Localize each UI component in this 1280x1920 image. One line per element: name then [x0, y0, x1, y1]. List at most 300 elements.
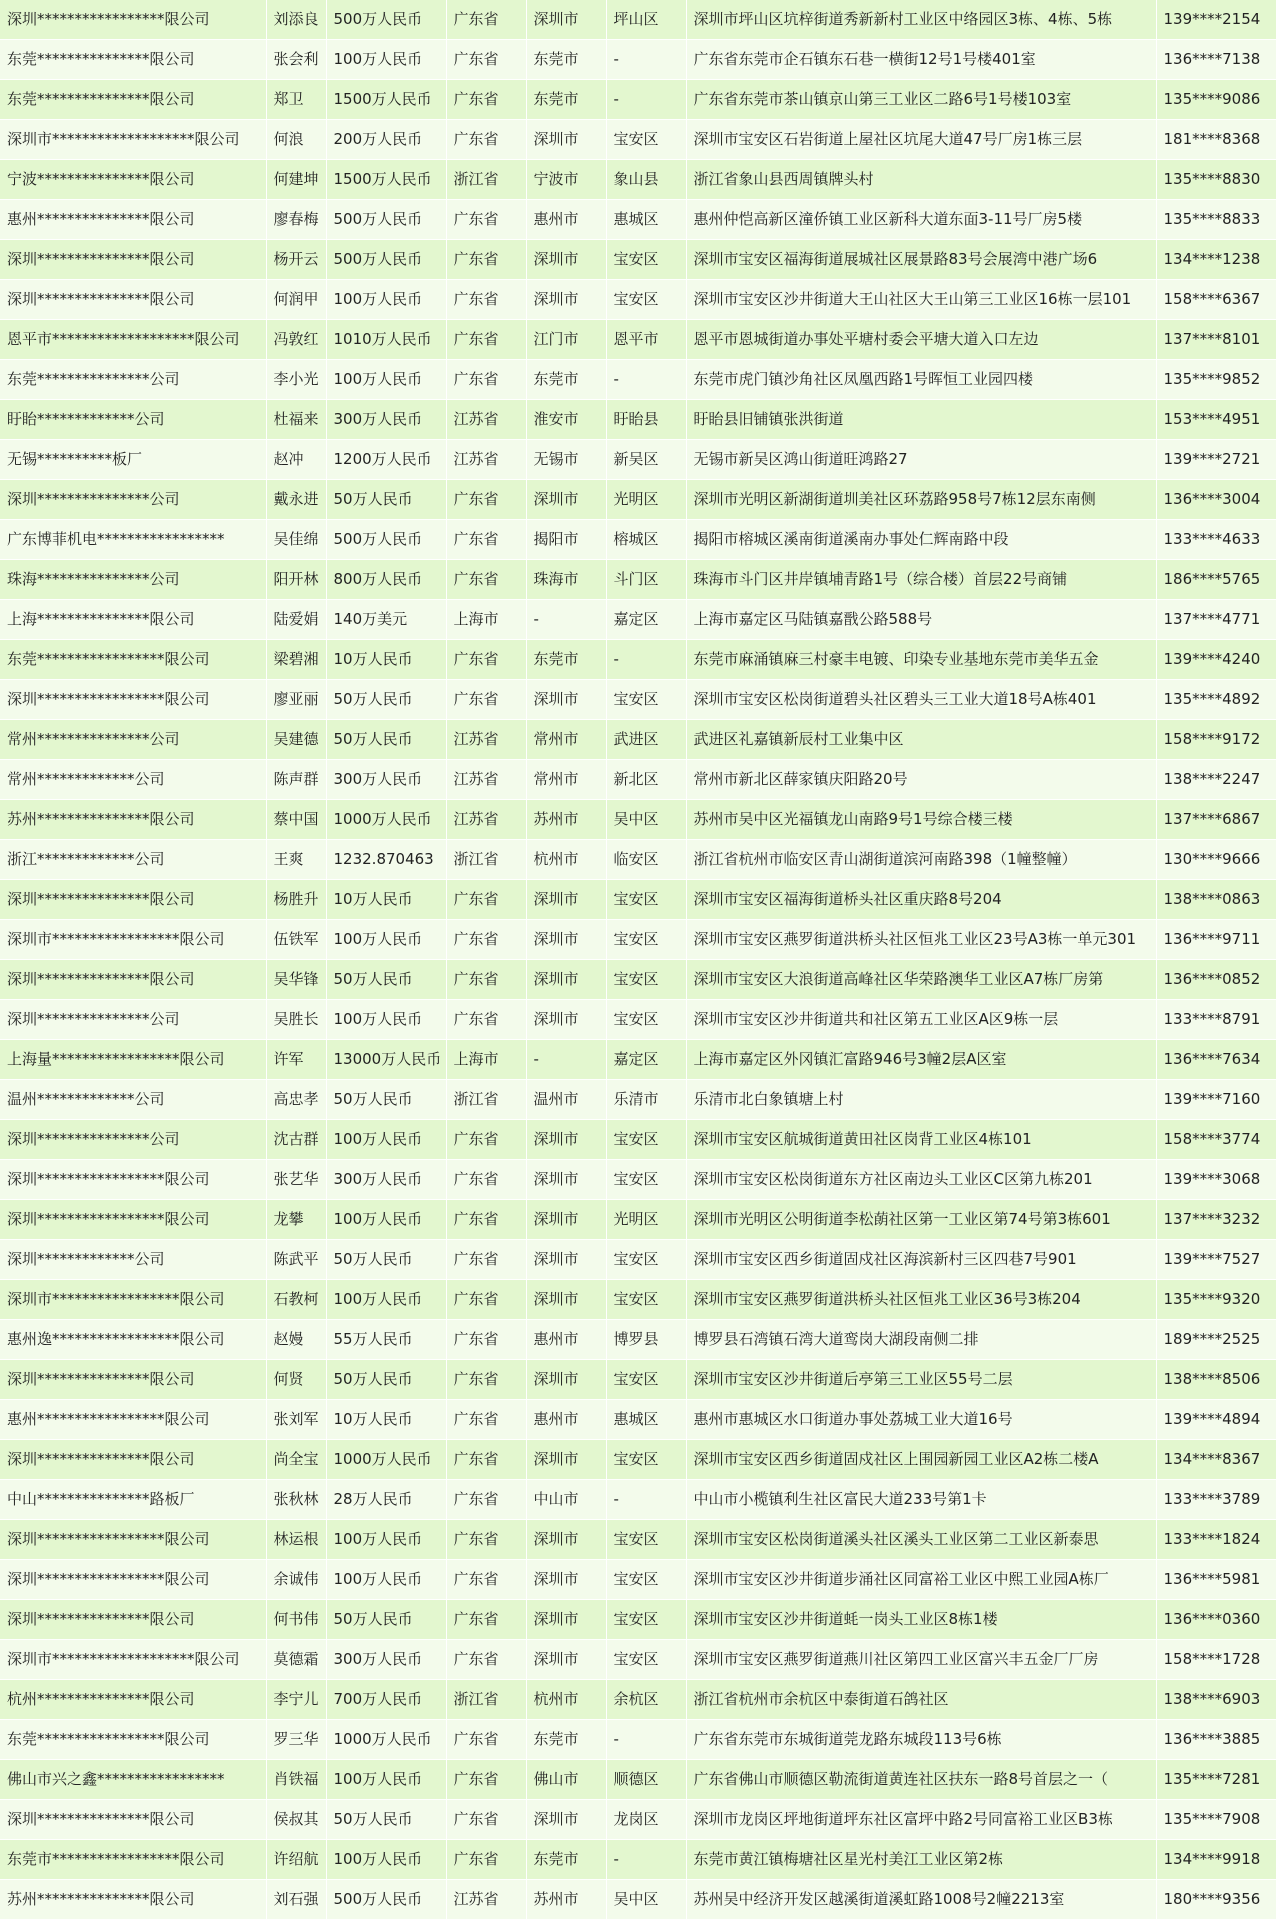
phone-cell: 139****3068 — [1156, 1160, 1276, 1200]
registered-capital-cell: 55万人民币 — [326, 1320, 446, 1360]
table-row — [0, 0, 1276, 40]
legal-rep-cell: 刘添良 — [266, 0, 326, 40]
phone-cell: 134****8367 — [1156, 1440, 1276, 1480]
province-cell: 广东省 — [446, 1360, 526, 1400]
legal-rep-cell: 石教柯 — [266, 1280, 326, 1320]
table-row — [0, 840, 1276, 880]
legal-rep-cell: 李小光 — [266, 360, 326, 400]
company-name-cell: 深圳***************限公司 — [0, 880, 266, 920]
province-cell: 浙江省 — [446, 160, 526, 200]
district-cell: 宝安区 — [606, 880, 686, 920]
province-cell: 广东省 — [446, 1440, 526, 1480]
legal-rep-cell: 吴华锋 — [266, 960, 326, 1000]
table-row — [0, 1600, 1276, 1640]
province-cell: 广东省 — [446, 520, 526, 560]
city-cell: 深圳市 — [526, 120, 606, 160]
city-cell: 苏州市 — [526, 1880, 606, 1920]
address-cell: 深圳市宝安区沙井街道蚝一岗头工业区8栋1楼 — [686, 1600, 1156, 1640]
district-cell: 坪山区 — [606, 0, 686, 40]
phone-cell: 130****9666 — [1156, 840, 1276, 880]
legal-rep-cell: 吴建德 — [266, 720, 326, 760]
address-cell: 深圳市宝安区松岗街道碧头社区碧头三工业大道18号A栋401 — [686, 680, 1156, 720]
phone-cell: 136****5981 — [1156, 1560, 1276, 1600]
city-cell: 深圳市 — [526, 1240, 606, 1280]
phone-cell: 181****8368 — [1156, 120, 1276, 160]
district-cell: 宝安区 — [606, 680, 686, 720]
company-name-cell: 深圳***************限公司 — [0, 240, 266, 280]
registered-capital-cell: 50万人民币 — [326, 1080, 446, 1120]
company-name-cell: 常州*************公司 — [0, 760, 266, 800]
company-name-cell: 东莞*****************限公司 — [0, 640, 266, 680]
address-cell: 深圳市宝安区沙井街道步涌社区同富裕工业区中熙工业园A栋厂 — [686, 1560, 1156, 1600]
company-name-cell: 深圳***************限公司 — [0, 1600, 266, 1640]
province-cell: 广东省 — [446, 1760, 526, 1800]
district-cell: 博罗县 — [606, 1320, 686, 1360]
province-cell: 广东省 — [446, 1520, 526, 1560]
city-cell: 深圳市 — [526, 1200, 606, 1240]
company-name-cell: 宁波***************限公司 — [0, 160, 266, 200]
legal-rep-cell: 赵冲 — [266, 440, 326, 480]
legal-rep-cell: 何建坤 — [266, 160, 326, 200]
company-name-cell: 无锡**********板厂 — [0, 440, 266, 480]
province-cell: 广东省 — [446, 1120, 526, 1160]
company-name-cell: 深圳***************限公司 — [0, 1440, 266, 1480]
company-name-cell: 深圳***************限公司 — [0, 960, 266, 1000]
address-cell: 惠州仲恺高新区潼侨镇工业区新科大道东面3-11号厂房5楼 — [686, 200, 1156, 240]
province-cell: 广东省 — [446, 1720, 526, 1760]
phone-cell: 136****3885 — [1156, 1720, 1276, 1760]
company-name-cell: 深圳*****************限公司 — [0, 0, 266, 40]
table-row — [0, 800, 1276, 840]
phone-cell: 133****4633 — [1156, 520, 1276, 560]
company-name-cell: 深圳***************限公司 — [0, 1360, 266, 1400]
registered-capital-cell: 50万人民币 — [326, 1800, 446, 1840]
company-name-cell: 深圳*****************限公司 — [0, 1200, 266, 1240]
table-row — [0, 680, 1276, 720]
city-cell: 淮安市 — [526, 400, 606, 440]
registered-capital-cell: 100万人民币 — [326, 1000, 446, 1040]
registered-capital-cell: 300万人民币 — [326, 1160, 446, 1200]
city-cell: 深圳市 — [526, 1640, 606, 1680]
table-row — [0, 640, 1276, 680]
registered-capital-cell: 1500万人民币 — [326, 80, 446, 120]
province-cell: 广东省 — [446, 200, 526, 240]
phone-cell: 158****3774 — [1156, 1120, 1276, 1160]
city-cell: 深圳市 — [526, 280, 606, 320]
table-row — [0, 760, 1276, 800]
table-row — [0, 1320, 1276, 1360]
city-cell: 揭阳市 — [526, 520, 606, 560]
table-row — [0, 1880, 1276, 1920]
registered-capital-cell: 700万人民币 — [326, 1680, 446, 1720]
table-row — [0, 960, 1276, 1000]
address-cell: 浙江省杭州市临安区青山湖街道滨河南路398（1幢整幢） — [686, 840, 1156, 880]
district-cell: 恩平市 — [606, 320, 686, 360]
province-cell: 广东省 — [446, 560, 526, 600]
table-row — [0, 280, 1276, 320]
phone-cell: 137****6867 — [1156, 800, 1276, 840]
province-cell: 浙江省 — [446, 1080, 526, 1120]
province-cell: 广东省 — [446, 1200, 526, 1240]
legal-rep-cell: 吴佳绵 — [266, 520, 326, 560]
province-cell: 江苏省 — [446, 400, 526, 440]
phone-cell: 135****9852 — [1156, 360, 1276, 400]
phone-cell: 139****4240 — [1156, 640, 1276, 680]
registered-capital-cell: 1000万人民币 — [326, 1720, 446, 1760]
phone-cell: 133****3789 — [1156, 1480, 1276, 1520]
legal-rep-cell: 张秋林 — [266, 1480, 326, 1520]
phone-cell: 136****7138 — [1156, 40, 1276, 80]
city-cell: 佛山市 — [526, 1760, 606, 1800]
registered-capital-cell: 10万人民币 — [326, 880, 446, 920]
registered-capital-cell: 10万人民币 — [326, 640, 446, 680]
company-name-cell: 东莞***************限公司 — [0, 80, 266, 120]
address-cell: 惠州市惠城区水口街道办事处荔城工业大道16号 — [686, 1400, 1156, 1440]
table-row — [0, 1520, 1276, 1560]
district-cell: 宝安区 — [606, 1280, 686, 1320]
company-name-cell: 深圳***************限公司 — [0, 280, 266, 320]
phone-cell: 180****9356 — [1156, 1880, 1276, 1920]
address-cell: 深圳市坪山区坑梓街道秀新新村工业区中络园区3栋、4栋、5栋 — [686, 0, 1156, 40]
company-name-cell: 深圳市*****************限公司 — [0, 1280, 266, 1320]
district-cell: 宝安区 — [606, 1160, 686, 1200]
address-cell: 上海市嘉定区马陆镇嘉戬公路588号 — [686, 600, 1156, 640]
address-cell: 无锡市新吴区鸿山街道旺鸿路27 — [686, 440, 1156, 480]
legal-rep-cell: 戴永进 — [266, 480, 326, 520]
table-row — [0, 400, 1276, 440]
city-cell: 江门市 — [526, 320, 606, 360]
address-cell: 珠海市斗门区井岸镇埔青路1号（综合楼）首层22号商铺 — [686, 560, 1156, 600]
legal-rep-cell: 林运根 — [266, 1520, 326, 1560]
district-cell: 临安区 — [606, 840, 686, 880]
phone-cell: 138****0863 — [1156, 880, 1276, 920]
province-cell: 广东省 — [446, 360, 526, 400]
registered-capital-cell: 200万人民币 — [326, 120, 446, 160]
table-row — [0, 1040, 1276, 1080]
city-cell: 深圳市 — [526, 880, 606, 920]
phone-cell: 134****1238 — [1156, 240, 1276, 280]
company-name-cell: 苏州***************限公司 — [0, 800, 266, 840]
company-name-cell: 深圳***************公司 — [0, 1000, 266, 1040]
company-name-cell: 珠海***************公司 — [0, 560, 266, 600]
province-cell: 广东省 — [446, 920, 526, 960]
legal-rep-cell: 阳开林 — [266, 560, 326, 600]
district-cell: 嘉定区 — [606, 600, 686, 640]
legal-rep-cell: 何书伟 — [266, 1600, 326, 1640]
city-cell: 深圳市 — [526, 0, 606, 40]
province-cell: 广东省 — [446, 640, 526, 680]
district-cell: 宝安区 — [606, 1600, 686, 1640]
address-cell: 深圳市宝安区西乡街道固戍社区上围园新园工业区A2栋二楼A — [686, 1440, 1156, 1480]
registered-capital-cell: 1000万人民币 — [326, 1440, 446, 1480]
table-row — [0, 1680, 1276, 1720]
district-cell: 新吴区 — [606, 440, 686, 480]
table-row — [0, 1640, 1276, 1680]
table-row — [0, 1800, 1276, 1840]
table-row — [0, 1120, 1276, 1160]
province-cell: 广东省 — [446, 240, 526, 280]
address-cell: 常州市新北区薛家镇庆阳路20号 — [686, 760, 1156, 800]
province-cell: 广东省 — [446, 1240, 526, 1280]
city-cell: 东莞市 — [526, 1840, 606, 1880]
registered-capital-cell: 1000万人民币 — [326, 800, 446, 840]
registered-capital-cell: 100万人民币 — [326, 1120, 446, 1160]
phone-cell: 136****9711 — [1156, 920, 1276, 960]
province-cell: 广东省 — [446, 120, 526, 160]
province-cell: 浙江省 — [446, 1680, 526, 1720]
table-row — [0, 360, 1276, 400]
district-cell: 宝安区 — [606, 1360, 686, 1400]
phone-cell: 158****1728 — [1156, 1640, 1276, 1680]
company-name-cell: 上海***************限公司 — [0, 600, 266, 640]
city-cell: 常州市 — [526, 760, 606, 800]
city-cell: - — [526, 600, 606, 640]
phone-cell: 135****7908 — [1156, 1800, 1276, 1840]
registered-capital-cell: 100万人民币 — [326, 1520, 446, 1560]
district-cell: 光明区 — [606, 480, 686, 520]
address-cell: 深圳市宝安区燕罗街道洪桥头社区恒兆工业区23号A3栋一单元301 — [686, 920, 1156, 960]
address-cell: 深圳市宝安区石岩街道上屋社区坑尾大道47号厂房1栋三层 — [686, 120, 1156, 160]
address-cell: 广东省佛山市顺德区勒流街道黄连社区扶东一路8号首层之一（ — [686, 1760, 1156, 1800]
legal-rep-cell: 许绍航 — [266, 1840, 326, 1880]
district-cell: 宝安区 — [606, 280, 686, 320]
company-name-cell: 深圳*****************限公司 — [0, 1520, 266, 1560]
city-cell: 常州市 — [526, 720, 606, 760]
table-row — [0, 120, 1276, 160]
district-cell: 宝安区 — [606, 240, 686, 280]
province-cell: 广东省 — [446, 960, 526, 1000]
address-cell: 深圳市宝安区燕罗街道燕川社区第四工业区富兴丰五金厂厂房 — [686, 1640, 1156, 1680]
city-cell: 深圳市 — [526, 1160, 606, 1200]
province-cell: 广东省 — [446, 1840, 526, 1880]
province-cell: 广东省 — [446, 320, 526, 360]
city-cell: 深圳市 — [526, 1440, 606, 1480]
legal-rep-cell: 许军 — [266, 1040, 326, 1080]
city-cell: 深圳市 — [526, 1600, 606, 1640]
company-name-cell: 深圳*****************限公司 — [0, 1160, 266, 1200]
company-name-cell: 佛山市兴之鑫***************** — [0, 1760, 266, 1800]
district-cell: 吴中区 — [606, 800, 686, 840]
phone-cell: 137****8101 — [1156, 320, 1276, 360]
address-cell: 中山市小榄镇利生社区富民大道233号第1卡 — [686, 1480, 1156, 1520]
company-name-cell: 浙江*************公司 — [0, 840, 266, 880]
province-cell: 广东省 — [446, 480, 526, 520]
district-cell: 宝安区 — [606, 1520, 686, 1560]
district-cell: 吴中区 — [606, 1880, 686, 1920]
legal-rep-cell: 张会利 — [266, 40, 326, 80]
city-cell: 苏州市 — [526, 800, 606, 840]
address-cell: 深圳市宝安区大浪街道高峰社区华荣路澳华工业区A7栋厂房第 — [686, 960, 1156, 1000]
registered-capital-cell: 50万人民币 — [326, 1600, 446, 1640]
table-row — [0, 40, 1276, 80]
city-cell: 深圳市 — [526, 680, 606, 720]
province-cell: 广东省 — [446, 40, 526, 80]
legal-rep-cell: 张刘军 — [266, 1400, 326, 1440]
legal-rep-cell: 刘石强 — [266, 1880, 326, 1920]
address-cell: 东莞市虎门镇沙角社区凤凰西路1号晖恒工业园四楼 — [686, 360, 1156, 400]
province-cell: 上海市 — [446, 1040, 526, 1080]
phone-cell: 134****9918 — [1156, 1840, 1276, 1880]
registered-capital-cell: 100万人民币 — [326, 1760, 446, 1800]
table-row — [0, 80, 1276, 120]
table-row — [0, 520, 1276, 560]
registered-capital-cell: 10万人民币 — [326, 1400, 446, 1440]
city-cell: 东莞市 — [526, 640, 606, 680]
address-cell: 深圳市宝安区燕罗街道洪桥头社区恒兆工业区36号3栋204 — [686, 1280, 1156, 1320]
address-cell: 盱眙县旧铺镇张洪街道 — [686, 400, 1156, 440]
city-cell: 杭州市 — [526, 1680, 606, 1720]
address-cell: 广东省东莞市企石镇东石巷一横街12号1号楼401室 — [686, 40, 1156, 80]
legal-rep-cell: 冯敦红 — [266, 320, 326, 360]
registered-capital-cell: 13000万人民币 — [326, 1040, 446, 1080]
district-cell: 榕城区 — [606, 520, 686, 560]
company-name-cell: 惠州逸*****************限公司 — [0, 1320, 266, 1360]
district-cell: 宝安区 — [606, 1120, 686, 1160]
legal-rep-cell: 王爽 — [266, 840, 326, 880]
company-name-cell: 东莞***************公司 — [0, 360, 266, 400]
address-cell: 武进区礼嘉镇新辰村工业集中区 — [686, 720, 1156, 760]
city-cell: 无锡市 — [526, 440, 606, 480]
province-cell: 广东省 — [446, 1800, 526, 1840]
legal-rep-cell: 龙攀 — [266, 1200, 326, 1240]
company-name-cell: 惠州*****************限公司 — [0, 1400, 266, 1440]
city-cell: 深圳市 — [526, 240, 606, 280]
province-cell: 广东省 — [446, 1160, 526, 1200]
company-name-cell: 东莞市*****************限公司 — [0, 1840, 266, 1880]
registered-capital-cell: 800万人民币 — [326, 560, 446, 600]
province-cell: 广东省 — [446, 1320, 526, 1360]
table-row — [0, 600, 1276, 640]
district-cell: 嘉定区 — [606, 1040, 686, 1080]
legal-rep-cell: 杜福来 — [266, 400, 326, 440]
legal-rep-cell: 赵嫚 — [266, 1320, 326, 1360]
table-row — [0, 1280, 1276, 1320]
province-cell: 江苏省 — [446, 1880, 526, 1920]
legal-rep-cell: 何贤 — [266, 1360, 326, 1400]
province-cell: 广东省 — [446, 1600, 526, 1640]
company-name-cell: 中山***************路板厂 — [0, 1480, 266, 1520]
city-cell: 深圳市 — [526, 1000, 606, 1040]
company-name-cell: 广东博菲机电***************** — [0, 520, 266, 560]
district-cell: - — [606, 640, 686, 680]
district-cell: 龙岗区 — [606, 1800, 686, 1840]
table-row — [0, 720, 1276, 760]
province-cell: 广东省 — [446, 1640, 526, 1680]
legal-rep-cell: 郑卫 — [266, 80, 326, 120]
legal-rep-cell: 罗三华 — [266, 1720, 326, 1760]
company-name-cell: 深圳*****************限公司 — [0, 1560, 266, 1600]
province-cell: 广东省 — [446, 280, 526, 320]
district-cell: 象山县 — [606, 160, 686, 200]
phone-cell: 189****2525 — [1156, 1320, 1276, 1360]
city-cell: 惠州市 — [526, 200, 606, 240]
city-cell: 中山市 — [526, 1480, 606, 1520]
address-cell: 深圳市宝安区西乡街道固戍社区海滨新村三区四巷7号901 — [686, 1240, 1156, 1280]
address-cell: 博罗县石湾镇石湾大道鸾岗大湖段南侧二排 — [686, 1320, 1156, 1360]
city-cell: 深圳市 — [526, 1280, 606, 1320]
registered-capital-cell: 100万人民币 — [326, 1200, 446, 1240]
registered-capital-cell: 100万人民币 — [326, 1560, 446, 1600]
city-cell: 惠州市 — [526, 1400, 606, 1440]
city-cell: 深圳市 — [526, 920, 606, 960]
registered-capital-cell: 100万人民币 — [326, 40, 446, 80]
table-row — [0, 1760, 1276, 1800]
table-row — [0, 480, 1276, 520]
registered-capital-cell: 100万人民币 — [326, 1840, 446, 1880]
registered-capital-cell: 500万人民币 — [326, 1880, 446, 1920]
address-cell: 深圳市宝安区沙井街道共和社区第五工业区A区9栋一层 — [686, 1000, 1156, 1040]
district-cell: 宝安区 — [606, 1560, 686, 1600]
table-row — [0, 200, 1276, 240]
district-cell: 宝安区 — [606, 1000, 686, 1040]
table-row — [0, 1360, 1276, 1400]
city-cell: 温州市 — [526, 1080, 606, 1120]
city-cell: 惠州市 — [526, 1320, 606, 1360]
company-name-cell: 深圳市*******************限公司 — [0, 1640, 266, 1680]
city-cell: 深圳市 — [526, 1120, 606, 1160]
table-row — [0, 1560, 1276, 1600]
address-cell: 深圳市宝安区松岗街道溪头社区溪头工业区第二工业区新泰思 — [686, 1520, 1156, 1560]
company-name-cell: 常州***************公司 — [0, 720, 266, 760]
legal-rep-cell: 杨胜升 — [266, 880, 326, 920]
phone-cell: 138****2247 — [1156, 760, 1276, 800]
district-cell: - — [606, 1720, 686, 1760]
table-row — [0, 1400, 1276, 1440]
district-cell: 宝安区 — [606, 1640, 686, 1680]
district-cell: 宝安区 — [606, 960, 686, 1000]
legal-rep-cell: 梁碧湘 — [266, 640, 326, 680]
district-cell: 武进区 — [606, 720, 686, 760]
registered-capital-cell: 50万人民币 — [326, 1360, 446, 1400]
phone-cell: 137****3232 — [1156, 1200, 1276, 1240]
district-cell: 光明区 — [606, 1200, 686, 1240]
phone-cell: 136****0852 — [1156, 960, 1276, 1000]
city-cell: 东莞市 — [526, 360, 606, 400]
address-cell: 东莞市麻涌镇麻三村豪丰电镀、印染专业基地东莞市美华五金 — [686, 640, 1156, 680]
table-row — [0, 160, 1276, 200]
district-cell: 斗门区 — [606, 560, 686, 600]
province-cell: 广东省 — [446, 880, 526, 920]
district-cell: 盱眙县 — [606, 400, 686, 440]
legal-rep-cell: 陆爱娟 — [266, 600, 326, 640]
registered-capital-cell: 50万人民币 — [326, 720, 446, 760]
company-name-cell: 恩平市*******************限公司 — [0, 320, 266, 360]
registered-capital-cell: 300万人民币 — [326, 400, 446, 440]
phone-cell: 133****1824 — [1156, 1520, 1276, 1560]
province-cell: 广东省 — [446, 1280, 526, 1320]
company-name-cell: 东莞***************限公司 — [0, 40, 266, 80]
phone-cell: 153****4951 — [1156, 400, 1276, 440]
legal-rep-cell: 侯叔其 — [266, 1800, 326, 1840]
phone-cell: 135****4892 — [1156, 680, 1276, 720]
address-cell: 深圳市宝安区松岗街道东方社区南边头工业区C区第九栋201 — [686, 1160, 1156, 1200]
province-cell: 广东省 — [446, 1480, 526, 1520]
address-cell: 恩平市恩城街道办事处平塘村委会平塘大道入口左边 — [686, 320, 1156, 360]
phone-cell: 136****3004 — [1156, 480, 1276, 520]
city-cell: 深圳市 — [526, 960, 606, 1000]
district-cell: 惠城区 — [606, 1400, 686, 1440]
phone-cell: 139****7527 — [1156, 1240, 1276, 1280]
city-cell: 深圳市 — [526, 480, 606, 520]
legal-rep-cell: 尚全宝 — [266, 1440, 326, 1480]
phone-cell: 135****9086 — [1156, 80, 1276, 120]
address-cell: 深圳市宝安区沙井街道后亭第三工业区55号二层 — [686, 1360, 1156, 1400]
registered-capital-cell: 50万人民币 — [326, 960, 446, 1000]
legal-rep-cell: 吴胜长 — [266, 1000, 326, 1040]
district-cell: - — [606, 40, 686, 80]
registered-capital-cell: 100万人民币 — [326, 360, 446, 400]
company-name-cell: 深圳*****************限公司 — [0, 680, 266, 720]
